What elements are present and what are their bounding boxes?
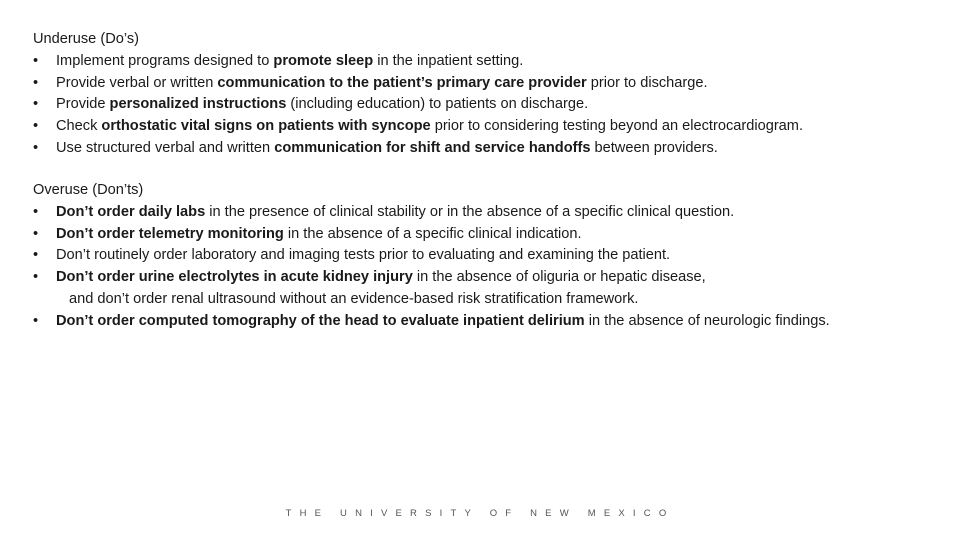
list-item: [33, 51, 948, 73]
underuse-section: [33, 29, 948, 160]
list-item: [33, 116, 948, 138]
item-text: Provide: [56, 96, 110, 113]
list-item: [33, 94, 948, 116]
list-item: [33, 73, 948, 95]
item-emphasis: promote sleep: [273, 52, 374, 69]
item-text: in the absence of a specific clinical indication.: [283, 225, 582, 242]
item-emphasis: personalized instructions: [109, 96, 287, 113]
list-item: [33, 267, 948, 311]
overuse-list: [33, 202, 948, 333]
item-text: prior to discharge.: [586, 74, 708, 91]
underuse-list: [33, 51, 948, 160]
item-emphasis: Don’t order urine electrolytes in acute kidney injury: [56, 269, 413, 286]
overuse-section: [33, 180, 948, 333]
item-text: between providers.: [590, 139, 718, 156]
bullet-marker: •: [33, 118, 39, 135]
list-item: [33, 202, 948, 224]
overuse-heading: Overuse (Don’ts): [33, 182, 144, 198]
item-emphasis: orthostatic vital signs on patients with syncope: [101, 118, 431, 135]
item-emphasis: Don’t order telemetry monitoring: [56, 225, 284, 242]
item-text: Provide verbal or written: [56, 74, 218, 91]
bullet-marker: •: [33, 52, 39, 69]
item-text: in the inpatient setting.: [373, 52, 524, 69]
item-text: Don’t routinely order laboratory and imaging tests prior to evaluating and examining the patient.: [56, 247, 671, 264]
footer-institution: THE UNIVERSITY OF NEW MEXICO: [285, 508, 675, 519]
list-item: [33, 138, 948, 160]
item-text: prior to considering testing beyond an electrocardiogram.: [430, 118, 804, 135]
item-text: Use structured verbal and written: [56, 139, 275, 156]
item-text: Check: [56, 118, 102, 135]
item-text: (including education) to patients on discharge.: [286, 96, 589, 113]
item-text: in the presence of clinical stability or in the absence of a specific clinical question.: [205, 203, 735, 220]
item-text: in the absence of oliguria or hepatic disease,: [412, 269, 706, 286]
item-continuation: and don’t order renal ultrasound without an evidence-based risk stratification framework.: [69, 290, 639, 307]
list-item: [33, 311, 948, 333]
item-text: in the absence of neurologic findings.: [584, 312, 830, 329]
bullet-marker: •: [33, 203, 39, 220]
item-emphasis: communication to the patient’s primary care provider: [217, 74, 587, 91]
underuse-heading: Underuse (Do’s): [33, 31, 139, 47]
bullet-marker: •: [33, 312, 39, 329]
list-item: [33, 224, 948, 246]
bullet-marker: •: [33, 96, 39, 113]
item-text: Implement programs designed to: [56, 52, 274, 69]
list-item: [33, 245, 948, 267]
bullet-marker: •: [33, 269, 39, 286]
bullet-marker: •: [33, 225, 39, 242]
bullet-marker: •: [33, 74, 39, 91]
bullet-marker: •: [33, 139, 39, 156]
bullet-marker: •: [33, 247, 39, 264]
item-emphasis: Don’t order daily labs: [56, 203, 206, 220]
item-emphasis: communication for shift and service handoffs: [274, 139, 591, 156]
item-emphasis: Don’t order computed tomography of the head to evaluate inpatient delirium: [56, 312, 585, 329]
